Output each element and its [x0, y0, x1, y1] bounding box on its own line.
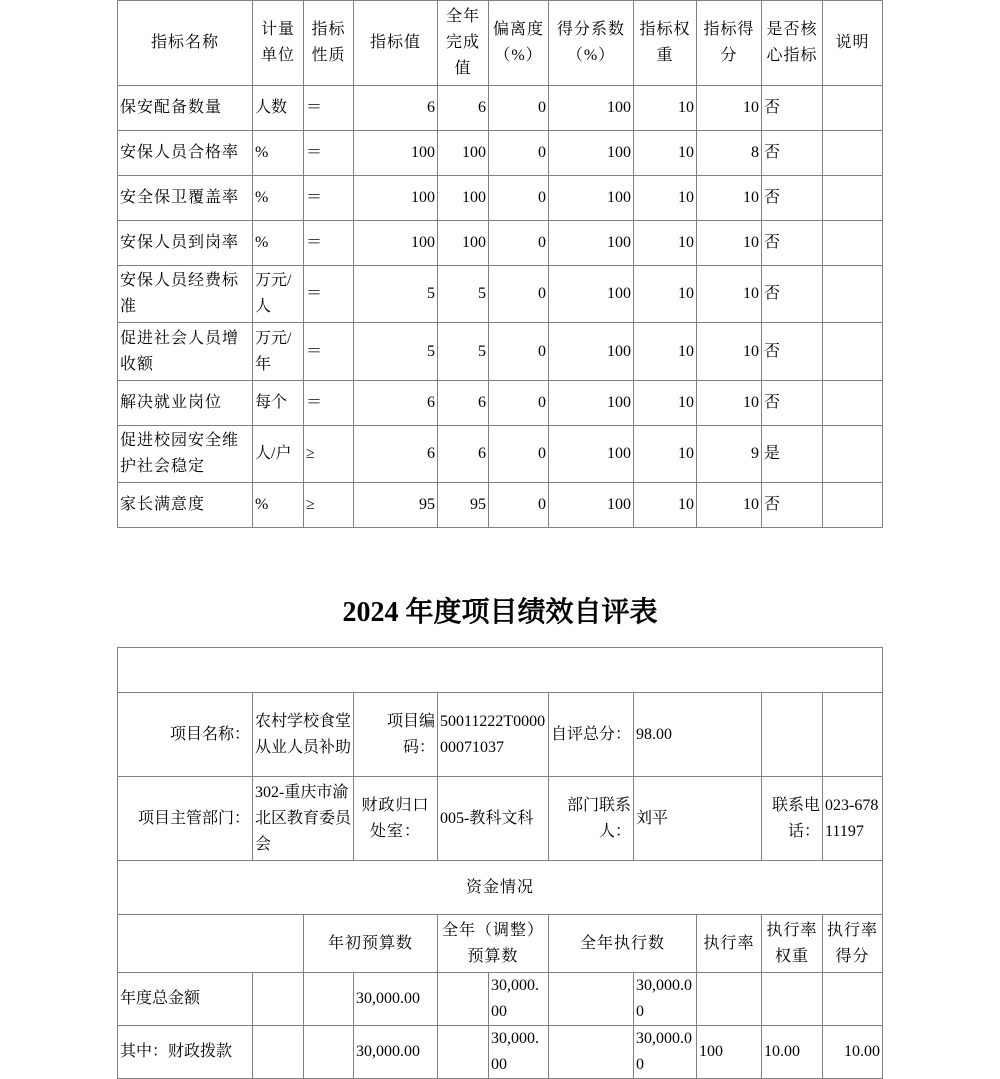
table-cell: 安保人员经费标准	[118, 266, 253, 323]
table-cell: 100	[549, 266, 634, 323]
execution-rate: 100	[697, 1026, 762, 1079]
empty-cell	[549, 1026, 634, 1079]
table-row	[118, 323, 883, 381]
table-cell: 10	[634, 381, 697, 426]
table-cell: 9	[697, 426, 762, 483]
table-cell: 10	[634, 221, 697, 266]
project-name-label: 项目名称：	[118, 693, 253, 777]
table-cell	[823, 131, 883, 176]
rate-weight	[762, 973, 823, 1026]
project-name-value: 农村学校食堂从业人员补助	[253, 693, 354, 777]
column-header: 计量单位	[253, 1, 304, 86]
table-cell: %	[253, 176, 304, 221]
table-cell: 安全保卫覆盖率	[118, 176, 253, 221]
rate-score: 10.00	[823, 1026, 883, 1079]
project-row-2	[118, 777, 883, 861]
empty-cell	[253, 1026, 304, 1079]
table-cell: ＝	[304, 266, 354, 323]
funding-header: 执行率权重	[762, 915, 823, 973]
column-header: 是否核心指标	[762, 1, 823, 86]
table-cell: 10	[634, 426, 697, 483]
phone-value: 023-67811197	[823, 777, 883, 861]
table-cell: 人数	[253, 86, 304, 131]
project-code-label: 项目编码：	[354, 693, 438, 777]
table-cell: ≥	[304, 483, 354, 528]
table-cell	[823, 426, 883, 483]
table-cell	[823, 381, 883, 426]
table-cell: 0	[489, 426, 549, 483]
table-cell: 0	[489, 131, 549, 176]
column-header: 指标性质	[304, 1, 354, 86]
table-cell: 人/户	[253, 426, 304, 483]
table-cell	[823, 176, 883, 221]
column-header: 指标得分	[697, 1, 762, 86]
table-cell: 0	[489, 381, 549, 426]
table-cell: 否	[762, 483, 823, 528]
table-cell: 100	[354, 221, 438, 266]
table-cell: ＝	[304, 86, 354, 131]
self-score-value: 98.00	[634, 693, 762, 777]
project-self-evaluation-table	[117, 647, 883, 1079]
table-cell: 6	[438, 86, 489, 131]
funding-row-label: 年度总金额	[118, 973, 253, 1026]
project-code-value: 50011222T000000071037	[438, 693, 549, 777]
table-cell: 10	[634, 483, 697, 528]
empty-cell	[304, 973, 354, 1026]
table-row	[118, 131, 883, 176]
table-cell: 10	[697, 381, 762, 426]
table-cell: 否	[762, 86, 823, 131]
table-cell: 100	[354, 176, 438, 221]
table-cell: 0	[489, 221, 549, 266]
page-title: 2024 年度项目绩效自评表	[342, 597, 658, 628]
table-cell: 10	[634, 266, 697, 323]
table-cell: 0	[489, 86, 549, 131]
empty-cell	[549, 973, 634, 1026]
table-cell: ＝	[304, 381, 354, 426]
table-row	[118, 426, 883, 483]
blank-header-row	[118, 648, 883, 693]
table-cell: ≥	[304, 426, 354, 483]
table-cell: 100	[549, 381, 634, 426]
indicator-table	[117, 0, 883, 528]
table-cell: ＝	[304, 323, 354, 381]
table-cell: 10	[697, 176, 762, 221]
table-cell: 5	[438, 323, 489, 381]
table-cell: 10	[697, 483, 762, 528]
table-cell: 否	[762, 221, 823, 266]
table-cell: ＝	[304, 176, 354, 221]
funding-header: 执行率得分	[823, 915, 883, 973]
table-row	[118, 381, 883, 426]
table-cell: 0	[489, 176, 549, 221]
table-cell: 否	[762, 266, 823, 323]
table-row	[118, 86, 883, 131]
table-cell: 100	[438, 176, 489, 221]
table-cell: 0	[489, 323, 549, 381]
initial-budget: 30,000.00	[354, 973, 438, 1026]
execution-rate	[697, 973, 762, 1026]
column-header: 说明	[823, 1, 883, 86]
table-cell: 6	[354, 86, 438, 131]
table-cell: 8	[697, 131, 762, 176]
funding-row	[118, 973, 883, 1026]
table-cell: 否	[762, 381, 823, 426]
table-row	[118, 483, 883, 528]
funding-row	[118, 1026, 883, 1079]
table-cell: 安保人员合格率	[118, 131, 253, 176]
dept-value: 302-重庆市渝北区教育委员会	[253, 777, 354, 861]
funding-header: 全年执行数	[549, 915, 697, 973]
rate-score	[823, 973, 883, 1026]
table-cell: 100	[549, 323, 634, 381]
table-cell: 10	[634, 323, 697, 381]
table-cell: 100	[549, 426, 634, 483]
table-cell: 10	[634, 86, 697, 131]
empty-cell	[823, 693, 883, 777]
dept-label: 项目主管部门：	[118, 777, 253, 861]
table-cell: 5	[354, 323, 438, 381]
column-header: 指标值	[354, 1, 438, 86]
empty-cell	[438, 973, 489, 1026]
table-cell: 0	[489, 266, 549, 323]
table-cell: 100	[549, 483, 634, 528]
table-cell: 6	[438, 426, 489, 483]
table-cell: 100	[438, 221, 489, 266]
table-cell: 100	[549, 221, 634, 266]
adjusted-budget: 30,000.00	[489, 1026, 549, 1079]
table-cell: 每个	[253, 381, 304, 426]
table-cell: 否	[762, 323, 823, 381]
funding-section-label: 资金情况	[118, 861, 883, 915]
table-cell: 10	[697, 86, 762, 131]
adjusted-budget: 30,000.00	[489, 973, 549, 1026]
table-cell	[823, 86, 883, 131]
funding-header-row	[118, 915, 883, 973]
funding-header: 执行率	[697, 915, 762, 973]
table-cell: 万元/年	[253, 323, 304, 381]
empty-cell	[118, 915, 304, 973]
table-cell: 6	[438, 381, 489, 426]
table-cell: ＝	[304, 221, 354, 266]
funding-row-label: 其中：财政拨款	[118, 1026, 253, 1079]
table-cell: 家长满意度	[118, 483, 253, 528]
table-cell: 100	[438, 131, 489, 176]
project-row-1	[118, 693, 883, 777]
empty-cell	[304, 1026, 354, 1079]
table-row	[118, 266, 883, 323]
column-header: 偏离度（%）	[489, 1, 549, 86]
table-cell	[823, 483, 883, 528]
finance-office-value: 005-教科文科	[438, 777, 549, 861]
table-cell: 100	[549, 86, 634, 131]
table-cell: %	[253, 221, 304, 266]
table-cell: 5	[438, 266, 489, 323]
table-cell: 6	[354, 381, 438, 426]
empty-cell	[762, 693, 823, 777]
table-cell: 10	[697, 221, 762, 266]
table-row	[118, 221, 883, 266]
table-row	[118, 176, 883, 221]
finance-office-label: 财政归口处室：	[354, 777, 438, 861]
table-cell: 促进社会人员增收额	[118, 323, 253, 381]
table-cell: 95	[438, 483, 489, 528]
table-cell: 安保人员到岗率	[118, 221, 253, 266]
table-cell: 促进校园安全维护社会稳定	[118, 426, 253, 483]
table-cell: 100	[549, 131, 634, 176]
table-cell: 是	[762, 426, 823, 483]
column-header: 全年完成值	[438, 1, 489, 86]
self-score-label: 自评总分：	[549, 693, 634, 777]
table-cell: %	[253, 483, 304, 528]
table-cell: %	[253, 131, 304, 176]
rate-weight: 10.00	[762, 1026, 823, 1079]
empty-cell	[253, 973, 304, 1026]
table-cell: 解决就业岗位	[118, 381, 253, 426]
contact-value: 刘平	[634, 777, 762, 861]
table-cell: 否	[762, 176, 823, 221]
phone-label: 联系电话：	[762, 777, 823, 861]
column-header: 指标权重	[634, 1, 697, 86]
table-cell: 万元/人	[253, 266, 304, 323]
table-cell	[823, 221, 883, 266]
table-cell: 5	[354, 266, 438, 323]
table-cell: 100	[549, 176, 634, 221]
table-cell: 6	[354, 426, 438, 483]
column-header: 得分系数（%）	[549, 1, 634, 86]
table-cell: 保安配备数量	[118, 86, 253, 131]
table-cell: 10	[697, 323, 762, 381]
initial-budget: 30,000.00	[354, 1026, 438, 1079]
executed-amount: 30,000.00	[634, 1026, 697, 1079]
executed-amount: 30,000.00	[634, 973, 697, 1026]
table-cell: ＝	[304, 131, 354, 176]
column-header: 指标名称	[118, 1, 253, 86]
table-cell: 否	[762, 131, 823, 176]
contact-label: 部门联系人：	[549, 777, 634, 861]
empty-cell	[438, 1026, 489, 1079]
indicator-header-row	[118, 1, 883, 86]
funding-header: 全年（调整）预算数	[438, 915, 549, 973]
table-cell	[823, 323, 883, 381]
table-cell	[823, 266, 883, 323]
table-cell: 100	[354, 131, 438, 176]
table-cell: 95	[354, 483, 438, 528]
funding-header: 年初预算数	[304, 915, 438, 973]
table-cell: 0	[489, 483, 549, 528]
table-cell: 10	[634, 131, 697, 176]
table-cell: 10	[634, 176, 697, 221]
table-cell: 10	[697, 266, 762, 323]
